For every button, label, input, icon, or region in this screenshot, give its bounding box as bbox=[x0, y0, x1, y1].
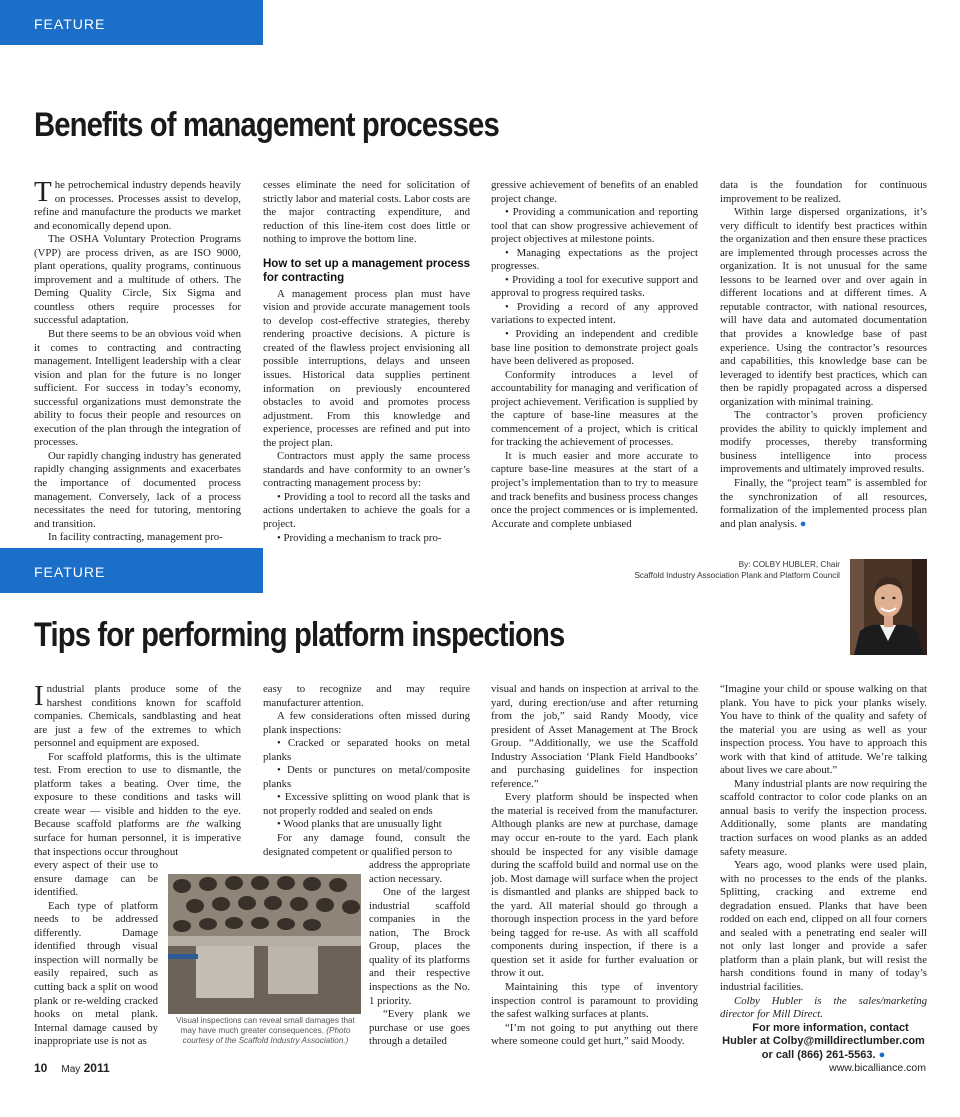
article-headline-2: Tips for performing platform inspections bbox=[34, 616, 565, 654]
subheading: How to set up a management process for contracting bbox=[263, 257, 470, 284]
paragraph: Maintaining this type of inventory inspection control is paramount to providing the safest walking surfaces at plants. bbox=[491, 981, 698, 1021]
paragraph: gressive achievement of benefits of an enabled project change. bbox=[491, 179, 698, 205]
issue-month: May bbox=[61, 1064, 81, 1075]
contact-info: For more information, contact Hubler at Colby@milldirectlumber.com or call (866) 261-5563. ● bbox=[722, 1021, 925, 1061]
bullet-item: • Dents or punctures on metal/composite planks bbox=[263, 764, 470, 790]
bullet-item: • Excessive splitting on wood plank that is not properly rodded and sealed on ends bbox=[263, 791, 470, 817]
paragraph: Every platform should be inspected when the material is received from the manufacturer. Although planks are new at purchase, damage may occur en-route to the yard. Each plank should be inspected for any visible damage during the scaffold build and normal use on the job. Most damage will surface when the project is dismantled and planks are shipped back to the yard. All material should go through a thorough inspection process in the yard before being tagged for re-use. As with all scaffold components during inspection, if there is a question set it aside for further evaluation or throw it out. bbox=[491, 791, 698, 980]
author-byline bbox=[634, 559, 840, 581]
section-band-feature-2: FEATURE bbox=[0, 548, 263, 593]
paragraph: Many industrial plants are now requiring the scaffold contractor to color code planks on an annual basis to verify the inspection process. Additionally, some plants are mandating traction surfaces on wood planks as an added safety measure. bbox=[720, 777, 927, 858]
section-band-feature: FEATURE bbox=[0, 0, 263, 45]
paragraph: Our rapidly changing industry has generated rapidly changing assignments and exacerbates the importance of documented process management. Conversely, lack of a process necessitates the need for tutoring, mentoring and transition. bbox=[34, 449, 241, 530]
paragraph: One of the largest industrial scaffold companies in the nation, The Brock Group, places the quality of its platforms and their respective inspections as the No. 1 priority. bbox=[369, 886, 470, 1007]
paragraph: Industrial plants produce some of the harshest conditions known for scaffold companies. Chemicals, sandblasting and heat are just a few of the extremes to which personnel and equipment are exposed. bbox=[34, 680, 241, 750]
bullet-item: • Providing a communication and reporting tool that can show progressive achievement of project objectives at milestone points. bbox=[491, 206, 698, 246]
paragraph: easy to recognize and may require manufacturer attention. bbox=[263, 683, 470, 709]
paragraph: data is the foundation for continuous improvement to be realized. bbox=[720, 179, 927, 205]
article1-column-3 bbox=[491, 179, 698, 531]
article1-column-2 bbox=[263, 179, 470, 545]
bullet-item: • Cracked or separated hooks on metal planks bbox=[263, 737, 470, 763]
byline-affiliation: Scaffold Industry Association Plank and Platform Council bbox=[634, 571, 840, 580]
paragraph: Years ago, wood planks were used plain, with no processes to the ends of the planks. Splitting, cracking and extreme end degradation ensued. Planks that have been rodded on each end, clipped on all four corners and sealed with a penetrating end sealer will not only last longer and provide a safer platform than a plain plank, but will resist the harsh conditions found in many of today’s industrial facilities. bbox=[720, 859, 927, 994]
paragraph: Contractors must apply the same process standards and have conformity to an owner’s contracting management process by: bbox=[263, 450, 470, 490]
paragraph: The petrochemical industry depends heavily on processes. Processes assist to develop, refine and manufacture the products we market and economically depend upon. bbox=[34, 176, 241, 232]
drop-cap: T bbox=[34, 176, 52, 208]
photo-caption: Visual inspections can reveal small damages that may have much greater consequences. (Photo courtesy of the Scaffold Industry Association.) bbox=[176, 1016, 355, 1045]
bullet-item: • Providing a tool for executive support and approval to progress required tasks. bbox=[491, 273, 698, 300]
metal-plank-photo-icon bbox=[168, 874, 361, 1014]
issue-year: 2011 bbox=[83, 1061, 110, 1075]
paragraph: A few considerations often missed during plank inspections: bbox=[263, 710, 470, 736]
article2-column-3 bbox=[491, 683, 698, 1049]
paragraph: Conformity introduces a level of accountability for managing and verification of project achievement. Verification is supplied by the capture of base-line measures at the commencement of a project, which is critical for tracking the achievement of processes. bbox=[491, 368, 698, 449]
paragraph: “I’m not going to put anything out there where someone could get hurt,” said Moody. bbox=[491, 1021, 698, 1048]
paragraph: address the appropriate action necessary. bbox=[369, 859, 470, 885]
paragraph: It is much easier and more accurate to capture base-line measures at the start of a project’s implementation than to try to measure and track benefits and business process changes once the project commences or is implemented. Accurate and complete unbiased bbox=[491, 449, 698, 530]
paragraph: Within large dispersed organizations, it’s very difficult to identify best practices within the organization and then ensure these practices are implemented through processes across the organization. It is not unusual for the same lessons to be learned over and over again in different locations and at different times. A reputable contractor, with national resources, will have data and automated documentation that provides a knowledge base of past experience. Using the contractor’s resources and capabilities, this knowledge base can be leveraged to identify best practices, which can then be rapidly propagated across a dispersed organization with minimal training. bbox=[720, 206, 927, 408]
article1-column-1 bbox=[34, 176, 241, 545]
paragraph: Each type of platform needs to be addressed differently. Damage identified through visual inspection will normally be easily repaired, such as cutting back a split on wood plank or re-welding cracked hooks on metal plank. Internal damage caused by inappropriate use is not as bbox=[34, 899, 158, 1048]
author-headshot bbox=[850, 559, 927, 655]
paragraph: visual and hands on inspection at arrival to the yard, during erection/use and after returning from the job,” said Randy Moody, vice president of Asset Management at The Brock Group. “Additionally, we use the Scaffold Industry Association ‘Plank Field Handbooks’ and purchasing guidelines for inspection reference.” bbox=[491, 683, 698, 790]
inspection-photo bbox=[168, 874, 361, 1014]
end-mark-icon: ● bbox=[799, 517, 807, 530]
paragraph: For any damage found, consult the designated competent or qualified person to bbox=[263, 832, 470, 858]
website-link[interactable]: www.bicalliance.com bbox=[829, 1062, 926, 1074]
paragraph: every aspect of their use to ensure damage can be identified. bbox=[34, 859, 158, 899]
page-footer-left bbox=[34, 1061, 110, 1075]
paragraph: But there seems to be an obvious void when it comes to contracting and contracting management. Intelligent leadership with a clear vision and plan for the future is no longer sufficient. For success in today’s economy, successful organizations must demonstrate the ability to focus their people and resources on execution of the plan through the integration of processes. bbox=[34, 328, 241, 449]
author-bio: Colby Hubler is the sales/marketing director for Mill Direct. bbox=[720, 994, 927, 1021]
byline-name: By: COLBY HUBLER, Chair bbox=[738, 560, 840, 569]
paragraph: For scaffold platforms, this is the ultimate test. From erection to use to dismantle, the platform takes a beating. Over time, the exposure to these conditions and tasks will create wear — visible and hidden to the eye. Because scaffold platforms are the walking surface for human personnel, it is imperative that inspections occur throughout bbox=[34, 750, 241, 858]
paragraph: cesses eliminate the need for solicitation of strictly labor and material costs. Labor costs are the major contracting expenditure, and reduction of this line-item cost does little or nothing to improve the bottom line. bbox=[263, 179, 470, 246]
drop-cap: I bbox=[34, 680, 44, 712]
article2-column-4 bbox=[720, 683, 927, 1062]
end-mark-icon: ● bbox=[878, 1048, 886, 1061]
article-headline: Benefits of management processes bbox=[34, 106, 499, 144]
bullet-item: • Providing a mechanism to track pro- bbox=[277, 531, 442, 544]
photo-credit: (Photo courtesy of the Scaffold Industry Association.) bbox=[182, 1026, 351, 1045]
bullet-item: • Wood planks that are unusually light bbox=[277, 818, 442, 831]
bullet-item: • Providing an independent and credible base line position to demonstrate project goals have been delivered as proposed. bbox=[491, 328, 698, 368]
author-photo-icon bbox=[850, 559, 927, 655]
page-number: 10 bbox=[34, 1061, 48, 1075]
paragraph: “Every plank we purchase or use goes through a detailed bbox=[369, 1008, 470, 1048]
bullet-item: • Providing a tool to record all the tasks and actions undertaken to achieve the goals for a project. bbox=[263, 490, 470, 531]
paragraph: “Imagine your child or spouse walking on that plank. You have to pick your planks wisely. You have to think of the quality and safety of the material you are using as well as your inspection process. You have to approach this work with that kind of attitude. We’re talking about lives we care about.” bbox=[720, 683, 927, 777]
paragraph: Finally, the “project team” is assembled for the synchronization of all resources, formalization of the implemented process plan and plan analysis. ● bbox=[720, 477, 927, 530]
bullet-item: • Managing expectations as the project progresses. bbox=[491, 246, 698, 273]
paragraph: In facility contracting, management pro- bbox=[48, 531, 223, 544]
article1-column-4 bbox=[720, 179, 927, 531]
paragraph: The OSHA Voluntary Protection Programs (VPP) are process driven, as are ISO 9000, plant operations, quality programs, continuous improvement and a multitude of others. The Deming Quality Circle, Six Sigma and countless others require processes for successful adaptation. bbox=[34, 233, 241, 327]
bullet-item: • Providing a record of any approved variations to expected intent. bbox=[491, 300, 698, 327]
text-wrap-region bbox=[369, 859, 470, 1049]
paragraph: The contractor’s proven proficiency provides the ability to quickly implement and modify processes, thereby transforming business intelligence into process improvements and ultimately improved results. bbox=[720, 409, 927, 476]
paragraph: A management process plan must have vision and provide accurate management tools to develop cost-effective strategies, thereby rendering proactive decisions. A picture is created of the flawless project envisioning all possible interruptions, delays and unseen issues. Historical data supplies pertinent information on previously encountered obstacles to avoid and promotes process adjustment. From this knowledge and experience, processes are refined and put into the project plan. bbox=[263, 287, 470, 449]
